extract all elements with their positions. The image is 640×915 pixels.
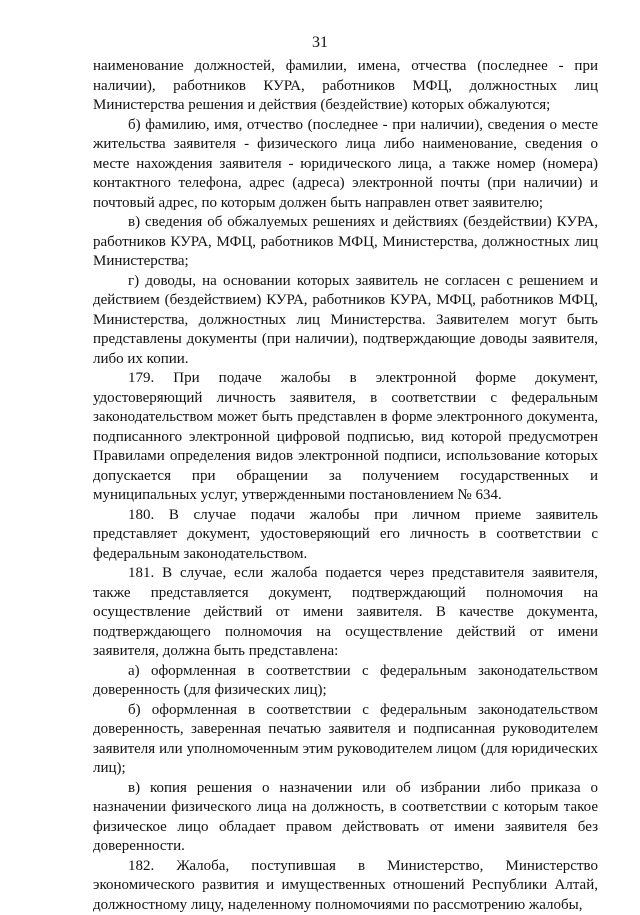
- paragraph-181-item-b: б) оформленная в соответствии с федеральным законодательством доверенность, заверенная печатью заявителя и подписанная руководителем заявителя или уполномоченным этим руководителем лицом (для юридических лиц);: [93, 701, 598, 779]
- paragraph-item-v: в) сведения об обжалуемых решениях и действиях (бездействии) КУРА, работников КУРА, МФЦ, работников МФЦ, Министерства, должностных лиц Министерства;: [93, 213, 598, 272]
- paragraph-181: 181. В случае, если жалоба подается через представителя заявителя, также представляется документ, подтверждающий полномочия на осуществление действий от имени заявителя. В качестве документа, подтверждающего полномочия на осуществление действий от имени заявителя, должна быть представлена:: [93, 564, 598, 662]
- paragraph-continuation: наименование должностей, фамилии, имена, отчества (последнее - при наличии), работников КУРА, работников МФЦ, должностных лиц Министерства решения и действия (бездействие) которых обжалуются;: [93, 57, 598, 116]
- paragraph-item-b: б) фамилию, имя, отчество (последнее - при наличии), сведения о месте жительства заявителя - физического лица либо наименование, сведения о месте нахождения заявителя - юридического лица, а также номер (номера) контактного телефона, адрес (адреса) электронной почты (при наличии) и почтовый адрес, по которым должен быть направлен ответ заявителю;: [93, 116, 598, 214]
- paragraph-181-item-a: а) оформленная в соответствии с федеральным законодательством доверенность (для физических лиц);: [93, 662, 598, 701]
- page-number: 31: [0, 34, 640, 52]
- paragraph-179: 179. При подаче жалобы в электронной форме документ, удостоверяющий личность заявителя, в соответствии с федеральным законодательством может быть представлен в форме электронного документа, подписанного электронной цифровой подписью, вид которой предусмотрен Правилами определения видов электронной подписи, использование которых допускается при обращении за получением государственных и муниципальных услуг, утвержденными постановлением № 634.: [93, 369, 598, 506]
- paragraph-180: 180. В случае подачи жалобы при личном приеме заявитель представляет документ, удостоверяющий его личность в соответствии с федеральным законодательством.: [93, 506, 598, 565]
- paragraph-item-g: г) доводы, на основании которых заявитель не согласен с решением и действием (бездействием) КУРА, работников КУРА, МФЦ, работников МФЦ, Министерства, должностных лиц Министерства. Заявителем могут быть представлены документы (при наличии), подтверждающие доводы заявителя, либо их копии.: [93, 272, 598, 370]
- paragraph-181-item-v: в) копия решения о назначении или об избрании либо приказа о назначении физического лица на должность, в соответствии с которым такое физическое лицо обладает правом действовать от имени заявителя без доверенности.: [93, 779, 598, 857]
- paragraph-182: 182. Жалоба, поступившая в Министерство, Министерство экономического развития и имущественных отношений Республики Алтай, должностному лицу, наделенному полномочиями по рассмотрению жалобы,: [93, 857, 598, 915]
- document-body: [93, 57, 598, 915]
